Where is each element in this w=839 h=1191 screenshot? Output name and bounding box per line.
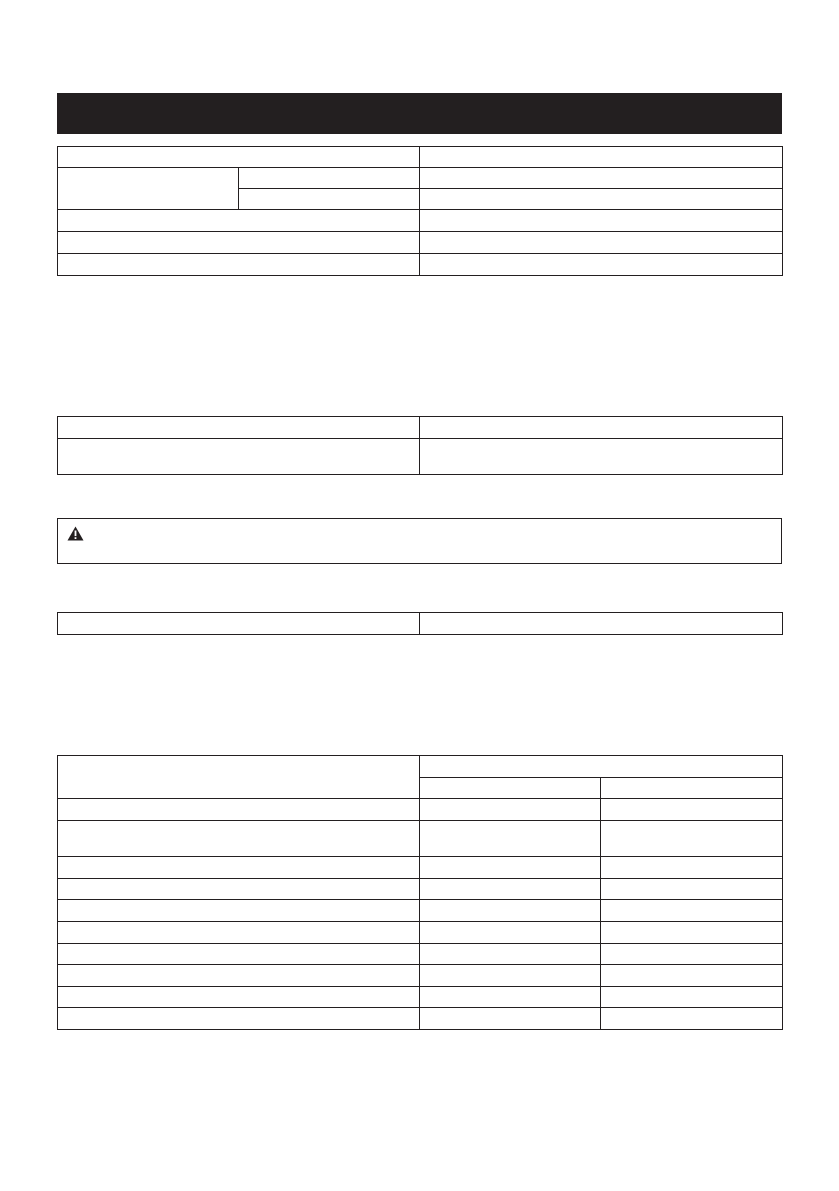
noise-value: [420, 417, 783, 439]
vibration-table: [57, 612, 783, 635]
vibration-label: [58, 613, 420, 635]
table-row: [58, 1008, 783, 1030]
spec-value: [420, 210, 783, 232]
table-row: [58, 879, 783, 900]
spec-sub-label: [239, 168, 420, 189]
battery-row-col2: [601, 1008, 783, 1030]
table-row: [58, 944, 783, 965]
specifications-table: [57, 146, 783, 276]
spec-label: [58, 147, 420, 168]
noise-label: [58, 417, 420, 439]
table-row: [58, 987, 783, 1008]
battery-row-col1: [420, 821, 601, 857]
table-row: [58, 147, 783, 168]
noise-value: [420, 439, 783, 475]
warning-box: [57, 518, 782, 564]
table-row: [58, 168, 783, 189]
battery-row-label: [58, 1008, 420, 1030]
battery-table: [57, 755, 783, 1030]
spec-value: [420, 232, 783, 254]
section-title-banner: [57, 93, 782, 134]
battery-row-label: [58, 799, 420, 821]
battery-row-col1: [420, 987, 601, 1008]
battery-row-col2: [601, 821, 783, 857]
battery-row-label: [58, 857, 420, 879]
battery-row-col1: [420, 922, 601, 944]
table-row: [58, 210, 783, 232]
battery-row-col1: [420, 879, 601, 900]
battery-row-col2: [601, 944, 783, 965]
battery-header-col1: [420, 778, 601, 799]
table-row: [58, 254, 783, 276]
table-row: [58, 799, 783, 821]
table-row: [58, 613, 783, 635]
vibration-value: [420, 613, 783, 635]
battery-row-label: [58, 821, 420, 857]
battery-row-col2: [601, 879, 783, 900]
battery-row-label: [58, 965, 420, 987]
spec-sub-label: [239, 189, 420, 210]
battery-row-label: [58, 900, 420, 922]
battery-row-label: [58, 987, 420, 1008]
spec-value: [420, 189, 783, 210]
battery-row-col1: [420, 965, 601, 987]
table-row: [58, 439, 783, 475]
spec-value: [420, 168, 783, 189]
noise-table: [57, 416, 783, 475]
battery-row-col2: [601, 965, 783, 987]
battery-row-col1: [420, 900, 601, 922]
battery-row-col1: [420, 944, 601, 965]
spec-label: [58, 168, 239, 210]
battery-row-col2: [601, 900, 783, 922]
table-row: [58, 900, 783, 922]
battery-header-col2: [601, 778, 783, 799]
spec-value: [420, 254, 783, 276]
table-header-row: [58, 756, 783, 778]
battery-row-label: [58, 879, 420, 900]
table-row: [58, 965, 783, 987]
battery-row-col2: [601, 799, 783, 821]
warning-triangle-icon: [67, 526, 84, 541]
battery-row-label: [58, 944, 420, 965]
battery-row-col2: [601, 987, 783, 1008]
table-row: [58, 232, 783, 254]
spec-label: [58, 232, 420, 254]
battery-row-col2: [601, 922, 783, 944]
table-row: [58, 417, 783, 439]
table-row: [58, 857, 783, 879]
noise-label: [58, 439, 420, 475]
battery-row-col2: [601, 857, 783, 879]
spec-label: [58, 254, 420, 276]
spec-label: [58, 210, 420, 232]
battery-header-label: [58, 756, 420, 799]
battery-row-col1: [420, 857, 601, 879]
battery-row-col1: [420, 799, 601, 821]
table-row: [58, 821, 783, 857]
battery-row-label: [58, 922, 420, 944]
table-row: [58, 922, 783, 944]
spec-value: [420, 147, 783, 168]
battery-row-col1: [420, 1008, 601, 1030]
battery-header-group: [420, 756, 783, 778]
